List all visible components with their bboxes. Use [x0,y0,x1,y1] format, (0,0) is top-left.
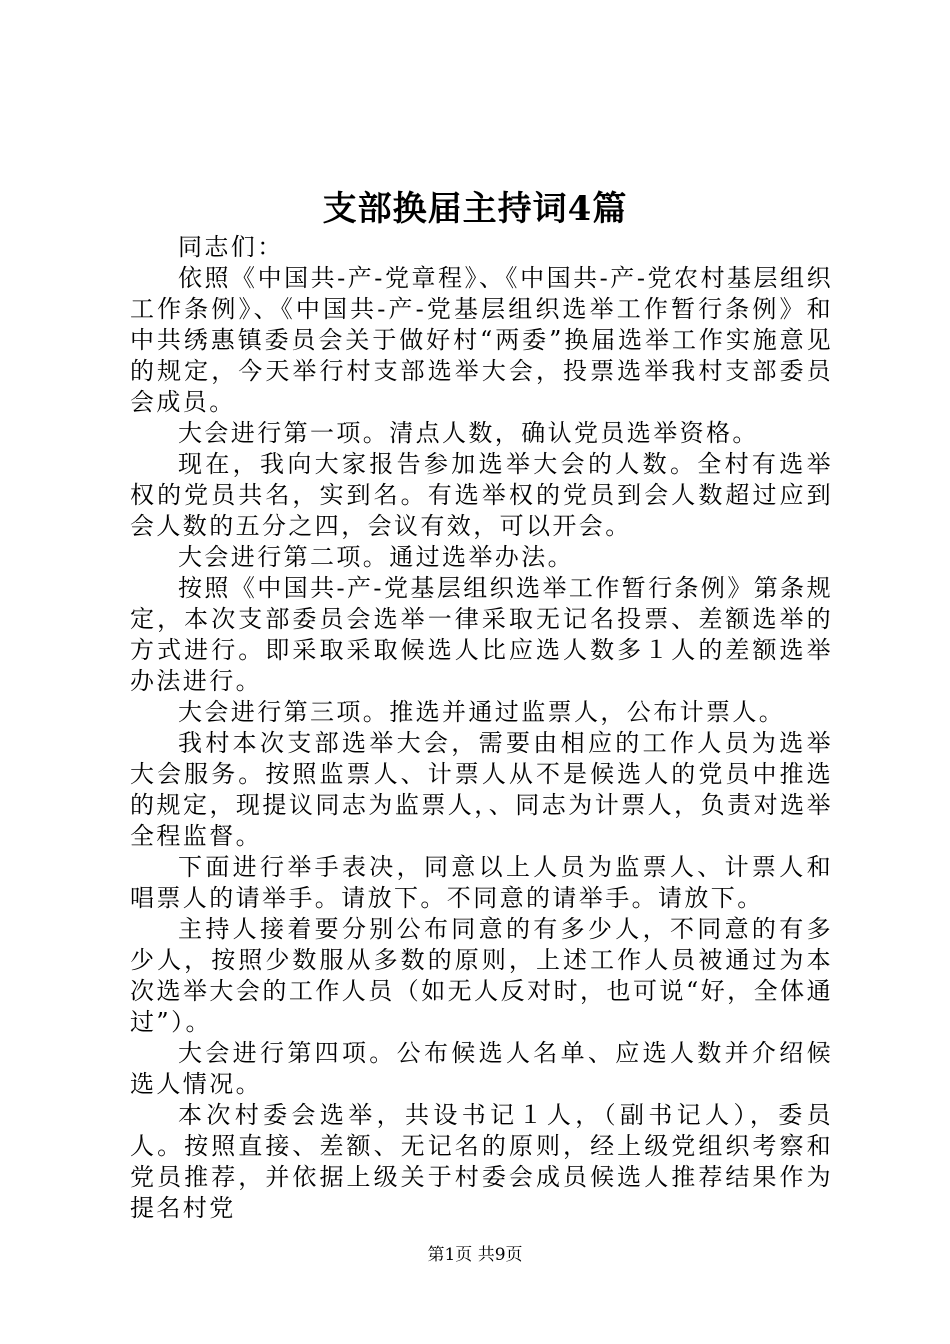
document-body [130,232,833,1224]
salutation-paragraph: 同志们： [178,233,284,261]
body-paragraph: 我村本次支部选举大会，需要由相应的工作人员为选举大会服务。按照监票人、计票人从不是候选人的党员中推选的规定，现提议同志为监票人，、同志为计票人，负责对选举全程监督。 [130,729,833,850]
body-paragraph: 大会进行第二项。通过选举办法。 [178,543,574,571]
body-paragraph: 现在，我向大家报告参加选举大会的人数。全村有选举权的党员共名，实到名。有选举权的党员到会人数超过应到会人数的五分之四，会议有效，可以开会。 [130,450,833,540]
page-number-footer: 第1页 共9页 [427,1245,523,1265]
body-paragraph: 依照《中国共-产-党章程》、《中国共-产-党农村基层组织工作条例》、《中国共-产-党基层组织选举工作暂行条例》和中共绣惠镇委员会关于做好村“两委”换届选举工作实施意见的规定，今天举行村支部选举大会，投票选举我村支部委员会成员。 [130,264,833,416]
body-paragraph: 大会进行第三项。推选并通过监票人，公布计票人。 [178,698,786,726]
body-paragraph: 下面进行举手表决，同意以上人员为监票人、计票人和唱票人的请举手。请放下。不同意的请举手。请放下。 [130,853,833,912]
body-paragraph: 本次村委会选举，共设书记１人，（副书记人），委员人。按照直接、差额、无记名的原则，经上级党组织考察和党员推荐，并依据上级关于村委会成员候选人推荐结果作为提名村党 [130,1101,833,1222]
body-paragraph: 主持人接着要分别公布同意的有多少人，不同意的有多少人，按照少数服从多数的原则，上述工作人员被通过为本次选举大会的工作人员（如无人反对时，也可说“好，全体通过”）。 [130,915,833,1036]
body-paragraph: 大会进行第一项。清点人数，确认党员选举资格。 [178,419,759,447]
body-paragraph: 大会进行第四项。公布候选人名单、应选人数并介绍候选人情况。 [130,1039,833,1098]
document-title: 支部换届主持词4篇 [322,189,628,229]
body-paragraph: 按照《中国共-产-党基层组织选举工作暂行条例》第条规定，本次支部委员会选举一律采取无记名投票、差额选举的方式进行。即采取采取候选人比应选人数多１人的差额选举办法进行。 [130,574,833,695]
